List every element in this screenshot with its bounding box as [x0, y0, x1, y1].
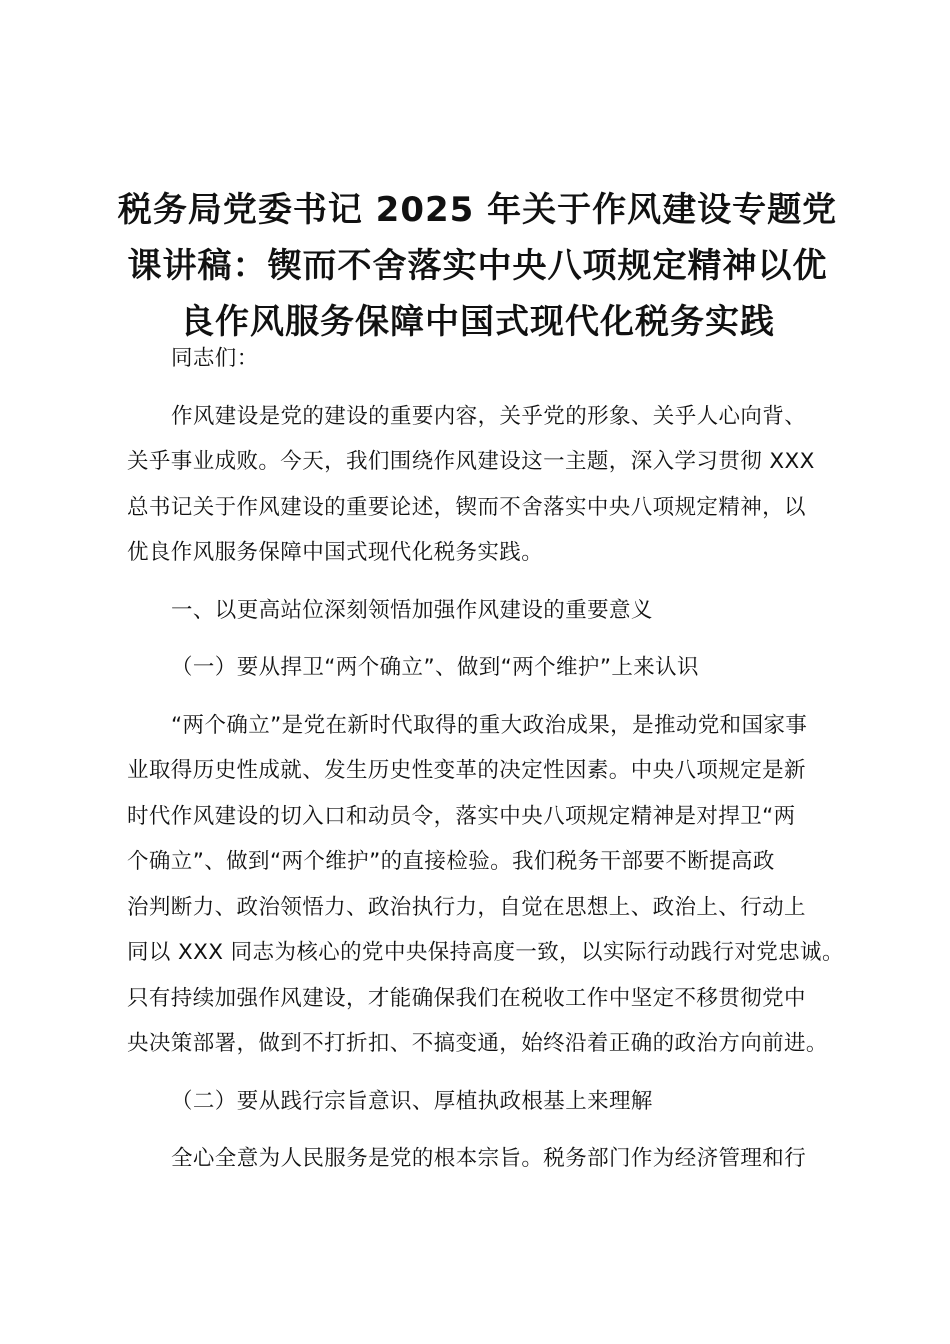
paragraph-line: 全心全意为人民服务是党的根本宗旨。税务部门作为经济管理和行	[171, 1146, 807, 1171]
paragraph-line: “两个确立”是党在新时代取得的重大政治成果，是推动党和国家事	[171, 712, 808, 738]
salutation: 同志们：	[171, 346, 259, 371]
paragraph-line: 只有持续加强作风建设，才能确保我们在税收工作中坚定不移贯彻党中	[127, 985, 806, 1011]
document-title	[110, 182, 845, 350]
paragraph-line: 业取得历史性成就、发生历史性变革的决定性因素。中央八项规定是新	[127, 758, 806, 783]
paragraph-line: 关乎事业成败。今天，我们围绕作风建设这一主题，深入学习贯彻 XXX	[127, 449, 815, 474]
document-body	[127, 336, 847, 1182]
title-line: 课讲稿：锲而不舍落实中央八项规定精神以优	[127, 246, 828, 286]
paragraph-line: 作风建设是党的建设的重要内容，关乎党的形象、关乎人心向背、	[171, 403, 807, 429]
paragraph-line: 央决策部署，做到不打折扣、不搞变通，始终沿着正确的政治方向前进。	[127, 1031, 828, 1056]
subsection-heading-1: （一）要从捍卫“两个确立”、做到“两个维护”上来认识	[171, 655, 699, 680]
paragraph-line: 总书记关于作风建设的重要论述，锲而不舍落实中央八项规定精神，以	[127, 494, 806, 520]
paragraph-intro	[127, 394, 847, 576]
title-line: 税务局党委书记 2025 年关于作风建设专题党	[117, 190, 838, 230]
paragraph-line: 时代作风建设的切入口和动员令，落实中央八项规定精神是对捍卫“两	[127, 803, 796, 829]
paragraph-line: 个确立”、做到“两个维护”的直接检验。我们税务干部要不断提高政	[127, 849, 775, 874]
paragraph-line: 同以 XXX 同志为核心的党中央保持高度一致，以实际行动践行对党忠诚。	[127, 940, 844, 965]
paragraph-line: 优良作风服务保障中国式现代化税务实践。	[127, 540, 544, 565]
subsection-heading-2: （二）要从践行宗旨意识、厚植执政根基上来理解	[171, 1088, 653, 1114]
paragraph-two-establishments	[127, 703, 847, 1067]
paragraph-line: 治判断力、政治领悟力、政治执行力，自觉在思想上、政治上、行动上	[127, 894, 806, 920]
title-line: 良作风服务保障中国式现代化税务实践	[180, 302, 775, 342]
section-heading-1: 一、以更高站位深刻领悟加强作风建设的重要意义	[171, 597, 653, 623]
